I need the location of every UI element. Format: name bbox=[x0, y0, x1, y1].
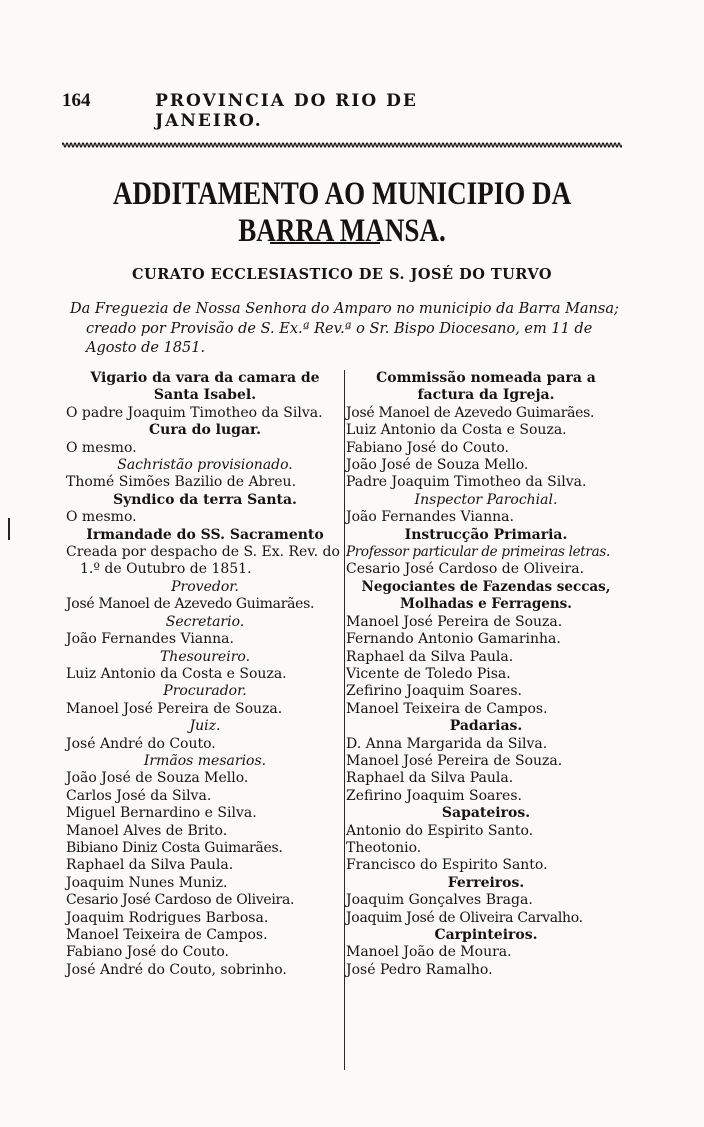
list-item: D. Anna Margarida da Silva. bbox=[346, 735, 548, 752]
section-heading: Instrucção Primaria. bbox=[404, 526, 568, 543]
section-heading: Syndico da terra Santa. bbox=[113, 491, 297, 508]
list-item: Manoel Teixeira de Campos. bbox=[346, 700, 548, 717]
section-heading: Thesoureiro. bbox=[159, 648, 251, 665]
list-item: José Pedro Ramalho. bbox=[346, 961, 493, 978]
list-item: Manoel José Pereira de Souza. bbox=[346, 613, 563, 630]
title-rule bbox=[270, 242, 380, 244]
section-heading: Irmandade do SS. Sacramento bbox=[86, 526, 324, 543]
list-item: Antonio do Espirito Santo. bbox=[346, 822, 534, 839]
entry: Creada por despacho de S. Ex. Rev. do 1.º de Outubro de 1851. bbox=[66, 544, 340, 578]
entry: Thomé Simões Bazilio de Abreu. bbox=[66, 474, 297, 491]
list-item: Manoel Alves de Brito. bbox=[66, 822, 228, 839]
section-heading: Ferreiros. bbox=[447, 874, 525, 891]
section-heading: Vigario da vara da camara de Santa Isabel. bbox=[90, 370, 320, 404]
page-title: ADDITAMENTO AO MUNICIPIO DA BARRA MANSA. bbox=[112, 176, 572, 249]
list-item: Manoel João de Moura. bbox=[346, 944, 512, 961]
list-item: Bibiano Diniz Costa Guimarães. bbox=[66, 839, 283, 856]
list-item: Joaquim Gonçalves Braga. bbox=[346, 892, 533, 909]
section-heading: Cura do lugar. bbox=[149, 422, 261, 439]
section-heading: Secretario. bbox=[165, 613, 245, 630]
list-item: Carlos José da Silva. bbox=[66, 787, 212, 804]
list-item: Joaquim José de Oliveira Carvalho. bbox=[346, 909, 583, 926]
section-heading: Irmãos mesarios. bbox=[143, 752, 267, 769]
section-heading: Professor particular de primeiras letras. bbox=[346, 544, 610, 561]
list-item: Raphael da Silva Paula. bbox=[346, 770, 514, 787]
list-item: Fabiano José do Couto. bbox=[66, 944, 230, 961]
section-heading: Sapateiros. bbox=[441, 805, 531, 822]
list-item: José Manoel de Azevedo Guimarães. bbox=[346, 404, 595, 421]
column-divider bbox=[344, 370, 345, 1070]
list-item: Raphael da Silva Paula. bbox=[66, 857, 234, 874]
list-item: Zefirino Joaquim Soares. bbox=[346, 787, 522, 804]
section-heading: Juiz. bbox=[189, 718, 221, 735]
entry: O mesmo. bbox=[66, 509, 137, 526]
section-heading: Sachristão provisionado. bbox=[117, 457, 293, 474]
section-heading: Provedor. bbox=[171, 578, 239, 595]
entry: Cesario José Cardoso de Oliveira. bbox=[346, 561, 585, 578]
entry: José Manoel de Azevedo Guimarães. bbox=[66, 596, 315, 613]
list-item: Zefirino Joaquim Soares. bbox=[346, 683, 522, 700]
list-item: Manoel Teixeira de Campos. bbox=[66, 927, 268, 943]
running-title: PROVINCIA DO RIO DE JANEIRO. bbox=[155, 91, 418, 131]
section-heading: Commissão nomeada para a factura da Igreja. bbox=[376, 370, 596, 404]
entry: João Fernandes Vianna. bbox=[346, 509, 514, 526]
section-heading: Negociantes de Fazendas seccas, Molhadas e Ferragens. bbox=[361, 578, 611, 613]
list-item: Raphael da Silva Paula. bbox=[346, 648, 514, 665]
list-item: Fabiano José do Couto. bbox=[346, 439, 510, 456]
entry: Luiz Antonio da Costa e Souza. bbox=[66, 665, 287, 682]
list-item: Theotonio. bbox=[346, 839, 422, 856]
list-item: Manoel José Pereira de Souza. bbox=[346, 752, 563, 769]
list-item: Luiz Antonio da Costa e Souza. bbox=[346, 422, 567, 439]
list-item: Cesario José Cardoso de Oliveira. bbox=[66, 892, 295, 909]
list-item: José André do Couto, sobrinho. bbox=[66, 961, 287, 978]
right-column bbox=[346, 370, 626, 979]
entry: Manoel José Pereira de Souza. bbox=[66, 700, 283, 717]
section-subtitle: CURATO ECCLESIASTICO DE S. JOSÉ DO TURVO bbox=[132, 266, 552, 283]
left-column bbox=[66, 370, 344, 979]
list-item: Vicente de Toledo Pisa. bbox=[346, 665, 511, 682]
section-heading: Carpinteiros. bbox=[434, 927, 538, 943]
list-item: Miguel Bernardino e Silva. bbox=[66, 805, 257, 822]
section-heading: Procurador. bbox=[163, 683, 247, 700]
wavy-rule bbox=[62, 140, 622, 150]
entry: José André do Couto. bbox=[66, 735, 216, 752]
section-heading: Inspector Parochial. bbox=[414, 491, 558, 508]
margin-mark bbox=[8, 518, 10, 540]
list-item: Joaquim Nunes Muniz. bbox=[66, 874, 228, 891]
list-item: Padre Joaquim Timotheo da Silva. bbox=[346, 474, 587, 491]
list-item: João José de Souza Mello. bbox=[346, 457, 529, 474]
entry: O padre Joaquim Timotheo da Silva. bbox=[66, 404, 323, 421]
intro-paragraph: Da Freguezia de Nossa Senhora do Amparo no municipio da Barra Mansa; creado por Provisão de S. Ex.ª Rev.ª o Sr. Bispo Diocesano, em 11 de Agosto de 1851. bbox=[70, 301, 619, 356]
running-header bbox=[62, 90, 522, 131]
list-item: Francisco do Espirito Santo. bbox=[346, 857, 548, 874]
section-heading: Padarias. bbox=[449, 718, 523, 735]
list-item: Joaquim Rodrigues Barbosa. bbox=[66, 909, 269, 926]
entry: O mesmo. bbox=[66, 439, 137, 456]
list-item: João José de Souza Mello. bbox=[66, 770, 249, 787]
page-number: 164 bbox=[62, 90, 91, 111]
list-item: Fernando Antonio Gamarinha. bbox=[346, 631, 561, 648]
entry: João Fernandes Vianna. bbox=[66, 631, 234, 648]
